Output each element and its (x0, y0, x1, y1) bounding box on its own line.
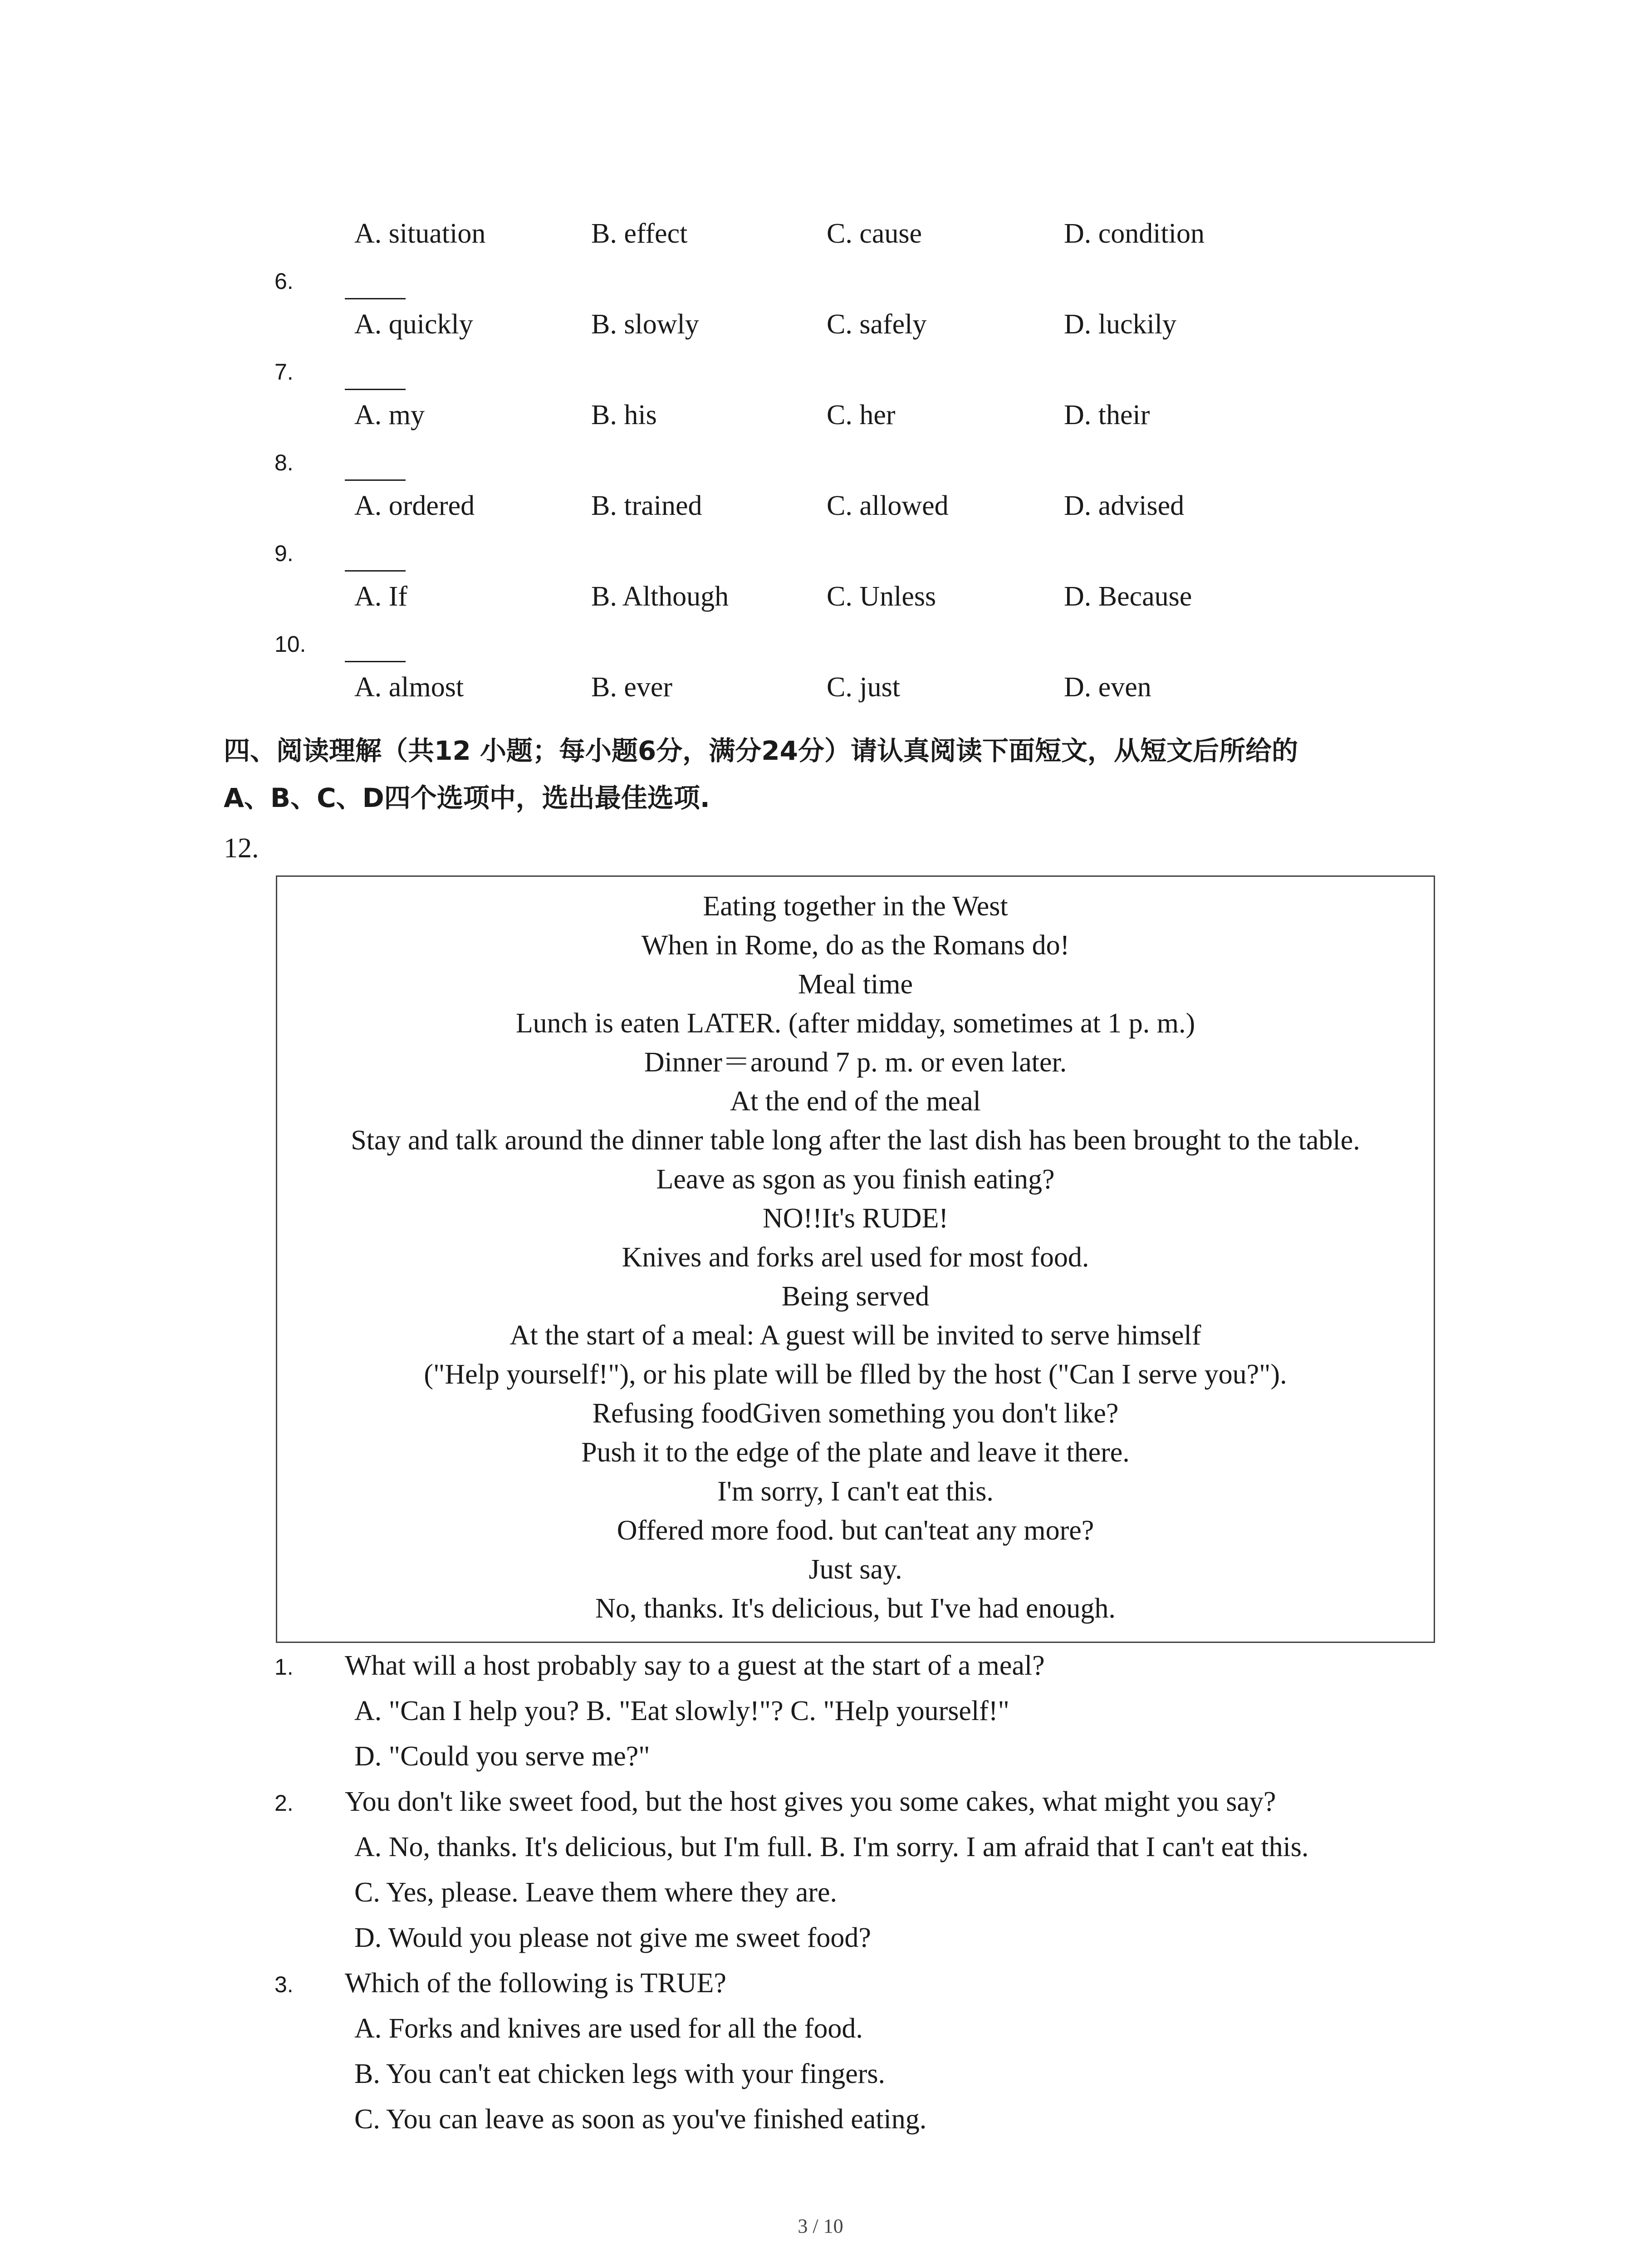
passage-line: Push it to the edge of the plate and leave it there. (581, 1437, 1130, 1468)
option-a: A. ordered (354, 490, 475, 521)
page-number: 3 / 10 (798, 2215, 843, 2237)
option-b: B. effect (591, 218, 688, 249)
option-a: A. almost (354, 672, 464, 703)
question-number: 1. (274, 1654, 294, 1680)
passage-title: Eating together in the West (703, 891, 1008, 922)
option-b: B. Although (591, 581, 729, 612)
question-options: C. Yes, please. Leave them where they are. (354, 1877, 837, 1908)
answer-blank (345, 547, 406, 572)
passage-subheading: At the end of the meal (730, 1086, 981, 1117)
passage-line: Knives and forks arel used for most food. (622, 1242, 1089, 1273)
passage-line: Just say. (808, 1554, 902, 1585)
passage-line: Leave as sgon as you finish eating? (656, 1164, 1055, 1195)
question-number: 9. (274, 541, 294, 566)
option-a: A. situation (354, 218, 486, 249)
answer-blank (345, 637, 406, 662)
option-d: D. their (1064, 400, 1150, 430)
option-a: A. quickly (354, 309, 473, 340)
question-options: A. No, thanks. It's delicious, but I'm full. B. I'm sorry. I am afraid that I can't eat this. (354, 1832, 1309, 1862)
section-heading-line1: 四、阅读理解（共12 小题；每小题6分，满分24分）请认真阅读下面短文，从短文后所给的 (224, 735, 1298, 766)
option-b: B. his (591, 400, 657, 430)
question-options: D. "Could you serve me?" (354, 1741, 650, 1772)
passage-line: No, thanks. It's delicious, but I've had enough. (595, 1593, 1116, 1624)
question-number: 6. (274, 269, 294, 294)
question-stem: Which of the following is TRUE? (345, 1968, 726, 1999)
option-d: D. advised (1064, 490, 1185, 521)
question-number: 3. (274, 1972, 294, 1997)
answer-blank (345, 456, 406, 481)
passage-line: When in Rome, do as the Romans do! (641, 930, 1070, 961)
option-b: B. ever (591, 672, 673, 703)
question-number: 8. (274, 450, 294, 475)
option-d: D. condition (1064, 218, 1205, 249)
question-options: B. You can't eat chicken legs with your fingers. (354, 2058, 886, 2089)
passage-line: Offered more food. but can'teat any more? (617, 1515, 1094, 1546)
passage-box (276, 875, 1435, 1643)
question-options: A. Forks and knives are used for all the food. (354, 2013, 863, 2044)
option-c: C. cause (827, 218, 922, 249)
passage-question-number: 12. (224, 833, 259, 864)
question-stem: You don't like sweet food, but the host gives you some cakes, what might you say? (345, 1786, 1276, 1817)
option-a: A. my (354, 400, 425, 430)
question-stem: What will a host probably say to a guest at the start of a meal? (345, 1650, 1045, 1681)
question-options: C. You can leave as soon as you've finished eating. (354, 2104, 927, 2135)
option-c: C. just (827, 672, 900, 703)
option-d: D. even (1064, 672, 1151, 703)
passage-line: Lunch is eaten LATER. (after midday, sometimes at 1 p. m.) (515, 1008, 1195, 1039)
option-c: C. safely (827, 309, 927, 340)
passage-line: Stay and talk around the dinner table long after the last dish has been brought to the table. (351, 1125, 1360, 1156)
option-a: A. If (354, 581, 408, 612)
option-d: D. luckily (1064, 309, 1176, 340)
passage-line: ("Help yourself!"), or his plate will be flled by the host ("Can I serve you?"). (424, 1359, 1287, 1390)
answer-blank (345, 365, 406, 390)
question-number: 10. (274, 631, 306, 657)
option-b: B. slowly (591, 309, 699, 340)
section-heading-line2: A、B、C、D四个选项中，选出最佳选项. (224, 782, 710, 813)
question-number: 7. (274, 359, 294, 385)
option-c: C. allowed (827, 490, 949, 521)
passage-line: I'm sorry, I can't eat this. (717, 1476, 994, 1507)
question-options: D. Would you please not give me sweet food? (354, 1922, 871, 1953)
passage-line: Refusing foodGiven something you don't like? (592, 1398, 1119, 1429)
option-d: D. Because (1064, 581, 1192, 612)
question-number: 2. (274, 1790, 294, 1816)
option-c: C. her (827, 400, 896, 430)
answer-blank (345, 274, 406, 299)
passage-subheading: Being served (781, 1281, 930, 1312)
option-b: B. trained (591, 490, 702, 521)
question-options: A. "Can I help you? B. "Eat slowly!"? C. "Help yourself!" (354, 1696, 1009, 1726)
passage-subheading: Meal time (798, 969, 913, 1000)
passage-line: NO!!It's RUDE! (763, 1203, 948, 1234)
passage-line: At the start of a meal: A guest will be invited to serve himself (509, 1320, 1201, 1351)
passage-line: Dinner＝around 7 p. m. or even later. (644, 1047, 1067, 1078)
option-c: C. Unless (827, 581, 936, 612)
